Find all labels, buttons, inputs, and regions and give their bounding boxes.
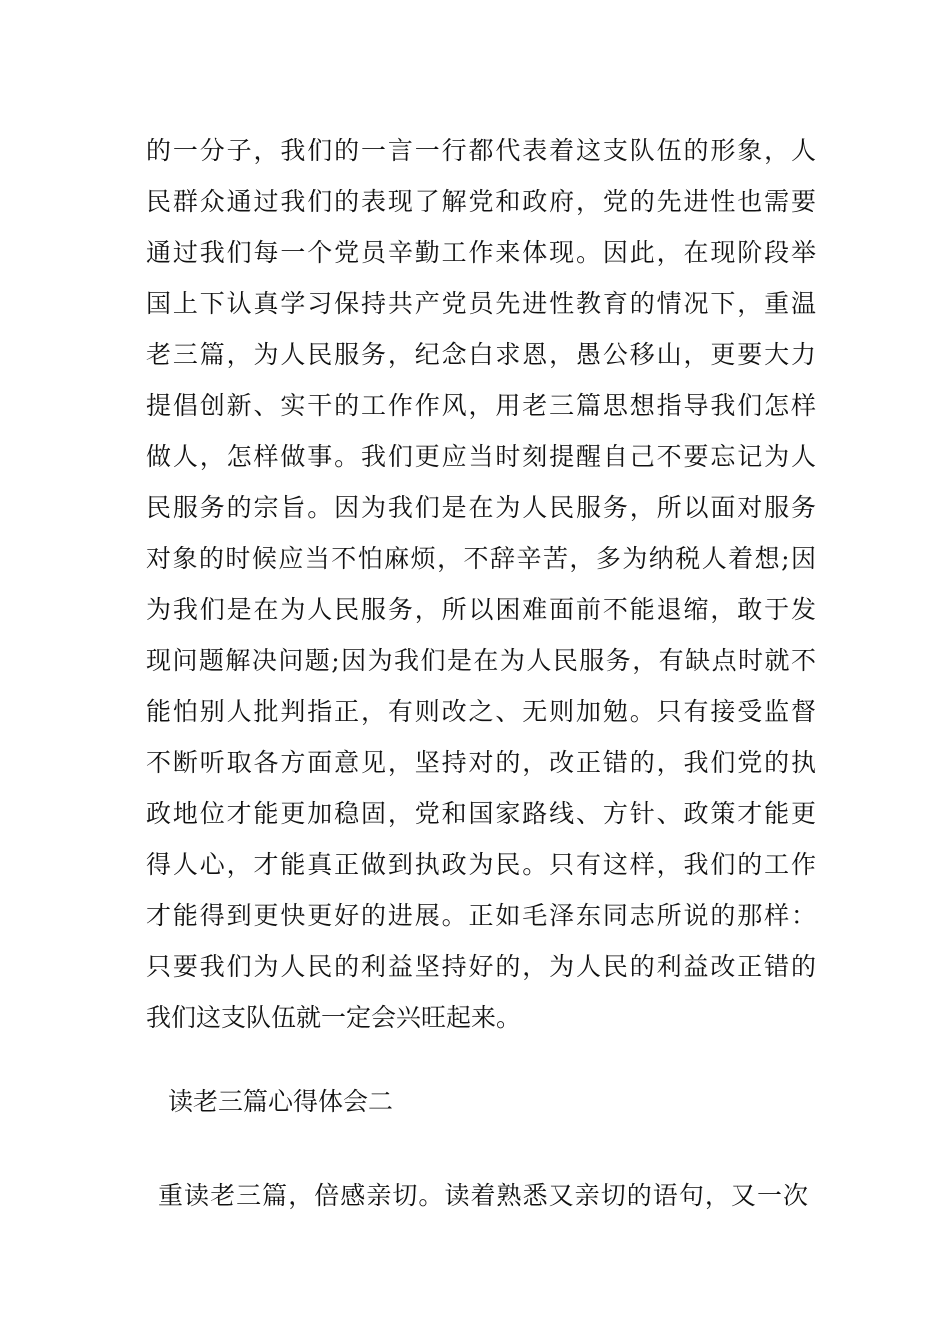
section-heading: 读老三篇心得体会二	[168, 1087, 394, 1116]
paragraph-line: 能怕别人批判指正，有则改之、无则加勉。只有接受监督	[146, 697, 816, 726]
paragraph-line: 重读老三篇，倍感亲切。读着熟悉又亲切的语句，又一次	[158, 1181, 808, 1210]
paragraph-line: 国上下认真学习保持共产党员先进性教育的情况下，重温	[146, 289, 816, 318]
paragraph-line: 得人心，才能真正做到执政为民。只有这样，我们的工作	[146, 850, 816, 879]
paragraph-line: 民群众通过我们的表现了解党和政府，党的先进性也需要	[146, 187, 816, 216]
paragraph-line: 对象的时候应当不怕麻烦，不辞辛苦，多为纳税人着想;因	[146, 544, 816, 573]
paragraph-line: 只要我们为人民的利益坚持好的，为人民的利益改正错的	[146, 952, 816, 981]
paragraph-line: 为我们是在为人民服务，所以困难面前不能退缩，敢于发	[146, 595, 816, 624]
body-paragraph-2	[158, 1170, 808, 1221]
paragraph-line: 民服务的宗旨。因为我们是在为人民服务，所以面对服务	[146, 493, 816, 522]
paragraph-line: 做人，怎样做事。我们更应当时刻提醒自己不要忘记为人	[146, 442, 816, 471]
paragraph-line: 我们这支队伍就一定会兴旺起来。	[146, 1003, 522, 1032]
paragraph-line: 通过我们每一个党员辛勤工作来体现。因此，在现阶段举	[146, 238, 816, 267]
paragraph-line: 现问题解决问题;因为我们是在为人民服务，有缺点时就不	[146, 646, 816, 675]
paragraph-line: 不断听取各方面意见，坚持对的，改正错的，我们党的执	[146, 748, 816, 777]
paragraph-line: 老三篇，为人民服务，纪念白求恩，愚公移山，更要大力	[146, 340, 816, 369]
paragraph-line: 才能得到更快更好的进展。正如毛泽东同志所说的那样：	[146, 901, 816, 930]
paragraph-line: 提倡创新、实干的工作作风，用老三篇思想指导我们怎样	[146, 391, 816, 420]
paragraph-line: 的一分子，我们的一言一行都代表着这支队伍的形象，人	[146, 136, 816, 165]
body-paragraph	[146, 125, 816, 1043]
paragraph-line: 政地位才能更加稳固，党和国家路线、方针、政策才能更	[146, 799, 816, 828]
